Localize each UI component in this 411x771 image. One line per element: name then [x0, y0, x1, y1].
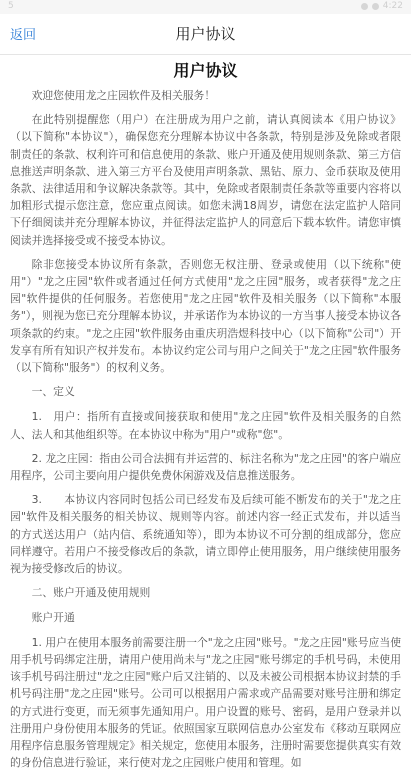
back-button[interactable]: 返回 [10, 28, 37, 43]
paragraph: 在此特别提醒您（用户）在注册成为用户之前，请认真阅读本《用户协议》（以下简称"本协议"），确保您充分理解本协议中各条款，特别是涉及免除或者限制责任的条款、权利许可和信息使用的条款、账户开通及使用规则条款、第三方信息推送声明条款、进入第三方平台及使用声明条款、黑钻、原力、金币获取及使用条款、法律适用和争议解决条款等。其中，免除或者限制责任条款等重要内容将以加粗形式提示您注意，您应重点阅读。如您未满18周岁，请您在法定监护人陪同下仔细阅读并充分理解本协议，并征得法定监护人的同意后下载本软件。请您审慎阅读并选择接受或不接受本协议。 [10, 113, 401, 247]
battery-icon [372, 3, 379, 10]
section-heading: 二、账户开通及使用规则 [31, 586, 151, 600]
paragraph-list [10, 87, 401, 771]
section-heading: 一、定义 [31, 385, 75, 399]
status-left-text: 5 [8, 1, 14, 11]
paragraph: 1. 用户：指所有直接或间接获取和使用"龙之庄园"软件及相关服务的自然人、法人和其他组织等。在本协议中称为"用户"或称"您"。 [10, 410, 401, 441]
status-right [361, 1, 403, 11]
doc-title: 用户协议 [173, 61, 238, 80]
paragraph: 账户开通 [31, 611, 75, 625]
paragraph: 3. 本协议内容同时包括公司已经发布及后续可能不断发布的关于"龙之庄园"软件及相关服务的相关协议、规则等内容。前述内容一经正式发布，并以适当的方式送达用户（站内信、系统通知等），即为本协议不可分割的组成部分，您应同样遵守。若用户不接受修改后的条款，请立即停止使用服务，用户继续使用服务视为接受修改后的协议。 [10, 493, 401, 576]
nav-bar [0, 14, 411, 55]
signal-icon [361, 3, 368, 10]
paragraph: 1. 用户在使用本服务前需要注册一个"龙之庄园"账号。"龙之庄园"账号应当使用手机号码绑定注册，请用户使用尚未与"龙之庄园"账号绑定的手机号码，未使用该手机号码注册过"龙之庄园"账户后又注销的、以及未被公司根据本协议封禁的手机号码注册"龙之庄园"账号。公司可以根据用户需求或产品需要对账号注册和绑定的方式进行变更，而无须事先通知用户。用户设置的账号、密码，是用户登录并以注册用户身份使用本服务的凭证。依照国家互联网信息办公室发布《移动互联网应用程序信息服务管理规定》相关规定，您使用本服务，注册时需要您提供真实有效的身份信息进行验证，来行使对龙之庄园账户使用和管理。如 [10, 635, 401, 770]
status-bar [0, 0, 411, 14]
status-time: 4:22 [382, 1, 403, 11]
paragraph: 欢迎您使用龙之庄园软件及相关服务！ [31, 89, 216, 102]
agreement-content[interactable] [0, 55, 411, 770]
paragraph: 除非您接受本协议所有条款，否则您无权注册、登录或使用（以下统称"使用"）"龙之庄园"软件或者通过任何方式使用"龙之庄园"服务，或者获得"龙之庄园"软件提供的任何服务。若您使用"龙之庄园"软件及相关服务（以下简称"本服务"），则视为您已充分理解本协议，并承诺作为本协议的一方当事人接受本协议各项条款的约束。"龙之庄园"软件服务由重庆玥浩煜科技中心（以下简称"公司"）开发享有所有知识产权并发布。本协议约定公司与用户之间关于"龙之庄园"软件服务（以下简称"服务"）的权利义务。 [10, 257, 401, 375]
nav-title: 用户协议 [175, 25, 236, 43]
paragraph: 2. 龙之庄园：指由公司合法拥有并运营的、标注名称为"龙之庄园"的客户端应用程序，公司主要向用户提供免费休闲游戏及信息推送服务。 [10, 451, 401, 483]
